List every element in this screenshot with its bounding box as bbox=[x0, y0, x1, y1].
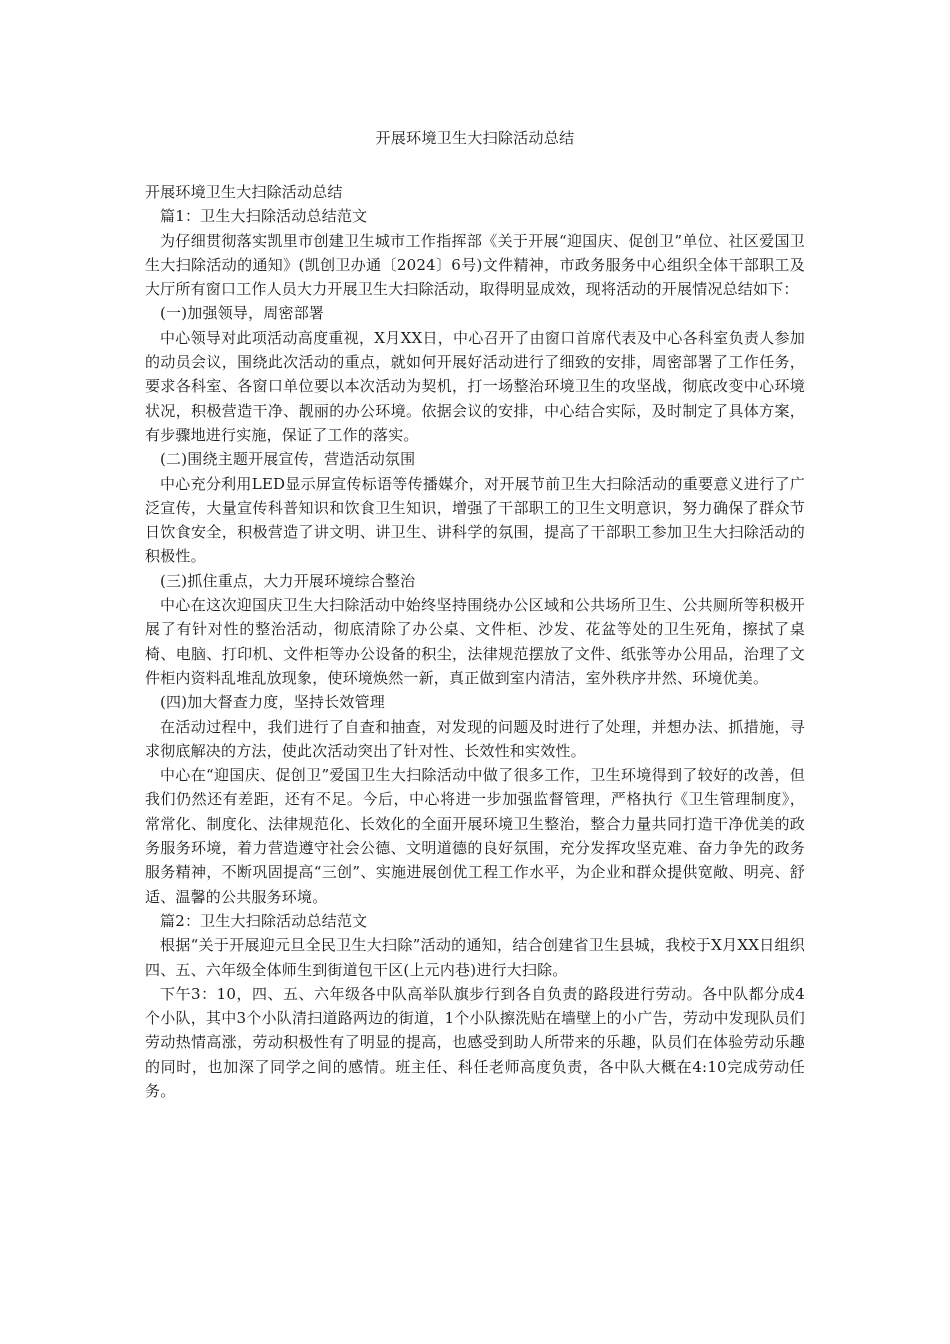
article-2-paragraph-1: 根据“关于开展迎元旦全民卫生大扫除”活动的通知，结合创建省卫生县城，我校于X月XX日组织四、五、六年级全体师生到街道包干区(上元内巷)进行大扫除。 bbox=[145, 936, 805, 979]
section-4-heading: (四)加大督查力度，坚持长效管理 bbox=[160, 693, 385, 712]
section-4-body: 在活动过程中，我们进行了自查和抽查，对发现的问题及时进行了处理，并想办法、抓措施，寻求彻底解决的方法，使此次活动突出了针对性、长效性和实效性。 bbox=[145, 717, 805, 760]
conclusion-paragraph: 中心在“迎国庆、促创卫”爱国卫生大扫除活动中做了很多工作，卫生环境得到了较好的改善，但我们仍然还有差距，还有不足。今后，中心将进一步加强监督管理，严格执行《卫生管理制度》，常常化、制度化、法律规范化、长效化的全面开展环境卫生整治，整合力量共同打造干净优美的政务服务环境，着力营造遵守社会公德、文明道德的良好氛围，充分发挥攻坚克难、奋力争先的政务服务精神，不断巩固提高“三创”、实施进展创优工程工作水平，为企业和群众提供宽敞、明亮、舒适、温馨的公共服务环境。 bbox=[145, 766, 805, 906]
article-1-heading: 篇1：卫生大扫除活动总结范文 bbox=[160, 207, 368, 226]
article-2-paragraph-2: 下午3：10，四、五、六年级各中队高举队旗步行到各自负责的路段进行劳动。各中队都分成4个小队，其中3个小队清扫道路两边的街道，1个小队擦洗贴在墙壁上的小广告，劳动中发现队员们劳动热情高涨，劳动积极性有了明显的提高，也感受到助人所带来的乐趣，队员们在体验劳动乐趣的同时，也加深了同学之间的感情。班主任、科任老师高度负责，各中队大概在4:10完成劳动任务。 bbox=[145, 984, 805, 1100]
document-page bbox=[145, 120, 805, 1103]
section-3-heading: (三)抓住重点，大力开展环境综合整治 bbox=[160, 571, 416, 590]
section-2-heading: (二)围绕主题开展宣传，营造活动氛围 bbox=[160, 450, 416, 469]
document-title: 开展环境卫生大扫除活动总结 bbox=[375, 129, 575, 147]
section-1-body: 中心领导对此项活动高度重视，X月XX日，中心召开了由窗口首席代表及中心各科室负责人参加的动员会议，围绕此次活动的重点，就如何开展好活动进行了细致的安排，周密部署了工作任务，要求各科室、各窗口单位要以本次活动为契机，打一场整治环境卫生的攻坚战，彻底改变中心环境状况，积极营造干净、靓丽的办公环境。依据会议的安排，中心结合实际，及时制定了具体方案，有步骤地进行实施，保证了工作的落实。 bbox=[145, 328, 805, 444]
article-2-heading: 篇2：卫生大扫除活动总结范文 bbox=[160, 911, 368, 930]
section-1-heading: (一)加强领导，周密部署 bbox=[160, 304, 325, 323]
section-3-body: 中心在这次迎国庆卫生大扫除活动中始终坚持围绕办公区域和公共场所卫生、公共厕所等积极开展了有针对性的整治活动，彻底清除了办公桌、文件柜、沙发、花盆等处的卫生死角，擦拭了桌椅、电脑、打印机、文件柜等办公设备的积尘，法律规范摆放了文件、纸张等办公用品，治理了文件柜内资料乱堆乱放现象，使环境焕然一新，真正做到室内清洁，室外秩序井然、环境优美。 bbox=[145, 596, 805, 687]
document-subtitle: 开展环境卫生大扫除活动总结 bbox=[145, 183, 343, 201]
article-1-intro-paragraph: 为仔细贯彻落实凯里市创建卫生城市工作指挥部《关于开展“迎国庆、促创卫”单位、社区爱国卫生大扫除活动的通知》(凯创卫办通〔2024〕6号)文件精神，市政务服务中心组织全体干部职工及大厅所有窗口工作人员大力开展卫生大扫除活动，取得明显成效，现将活动的开展情况总结如下： bbox=[145, 231, 805, 299]
section-2-body: 中心充分利用LED显示屏宣传标语等传播媒介，对开展节前卫生大扫除活动的重要意义进行了广泛宣传，大量宣传科普知识和饮食卫生知识，增强了干部职工的卫生文明意识，努力确保了群众节日饮食安全，积极营造了讲文明、讲卫生、讲科学的氛围，提高了干部职工参加卫生大扫除活动的积极性。 bbox=[145, 474, 805, 566]
